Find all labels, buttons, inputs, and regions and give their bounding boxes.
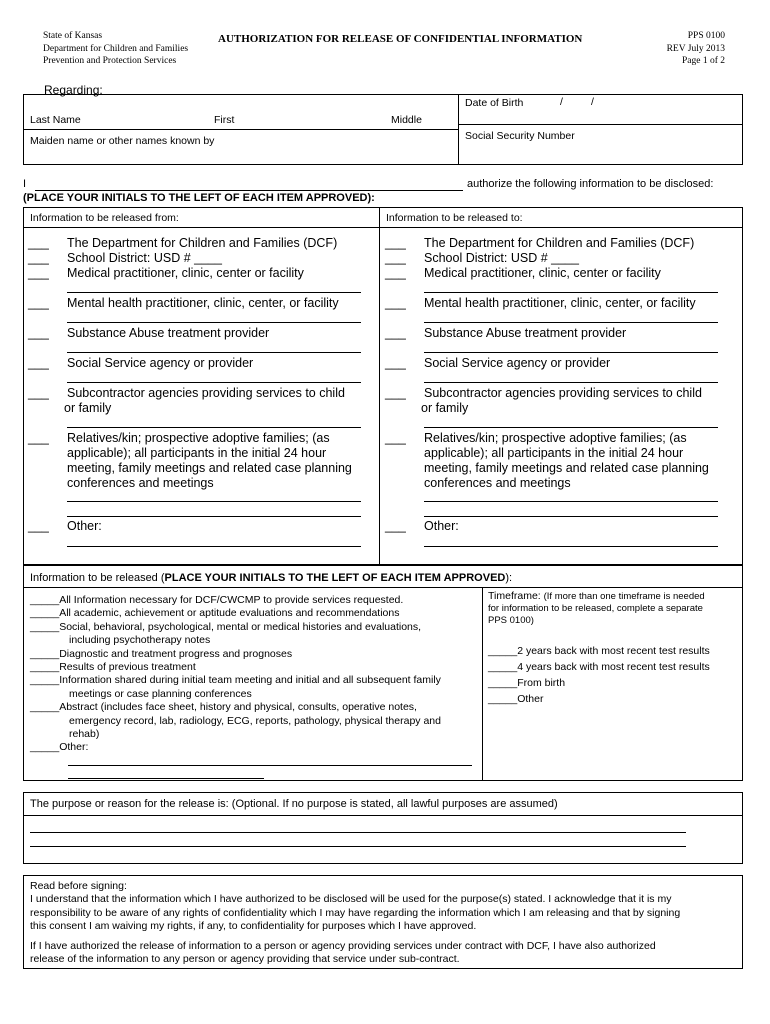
to-relatives-line-2[interactable] [424, 516, 718, 517]
regarding-label: Regarding: [44, 83, 103, 97]
agency-division: Prevention and Protection Services [43, 56, 177, 66]
regarding-divider [458, 94, 459, 165]
signing-para2-line2: release of the information to any person or agency providing that service under sub-contract. [30, 953, 460, 966]
timeframe-4-years[interactable]: _____4 years back with most recent test results [488, 661, 710, 673]
from-relatives-label-2: applicable); all participants in the initial 24 hour [67, 446, 327, 460]
authorizer-name-line[interactable] [35, 190, 463, 191]
purpose-header-line [23, 815, 743, 816]
information-header-bold: PLACE YOUR INITIALS TO THE LEFT OF EACH ITEM APPROVED [164, 572, 506, 584]
from-relatives-label-4: conferences and meetings [67, 476, 214, 490]
form-revision: REV July 2013 [666, 43, 725, 54]
to-school-district-initial[interactable]: ___ [385, 251, 406, 265]
to-relatives-label-4: conferences and meetings [424, 476, 571, 490]
info-item-social-cont: including psychotherapy notes [69, 634, 211, 647]
to-subcontractor-label-1: Subcontractor agencies providing services to child [424, 386, 702, 400]
to-subcontractor-label-2: or family [421, 401, 469, 415]
to-substance-abuse-line-1[interactable] [424, 352, 718, 353]
from-medical-label: Medical practitioner, clinic, center or facility [67, 266, 304, 280]
from-social-service-line-1[interactable] [67, 382, 361, 383]
to-medical-initial[interactable]: ___ [385, 266, 406, 280]
info-item-meeting-cont: meetings or case planning conferences [69, 687, 252, 700]
information-items [30, 594, 441, 755]
initials-instruction: (PLACE YOUR INITIALS TO THE LEFT OF EACH ITEM APPROVED): [23, 192, 375, 204]
from-substance-abuse-label: Substance Abuse treatment provider [67, 326, 270, 340]
from-dcf-initial[interactable]: ___ [28, 236, 49, 250]
from-mental-health-label: Mental health practitioner, clinic, center, or facility [67, 296, 339, 310]
purpose-line-2[interactable] [30, 846, 686, 847]
dob-separator-2: / [591, 96, 594, 108]
from-other-initial[interactable]: ___ [28, 519, 49, 533]
info-other-line-1[interactable] [68, 765, 472, 766]
timeframe-other[interactable]: _____Other [488, 693, 544, 705]
from-other-line-1[interactable] [67, 546, 361, 547]
form-id-block [667, 30, 725, 68]
parties-divider [379, 207, 380, 565]
form-number: PPS 0100 [687, 31, 725, 41]
to-relatives-label-3: meeting, family meetings and related case planning [424, 461, 709, 475]
signing-para1-line3: this consent I am waiving my rights, if any, to confidentiality for purposes which I have approved. [30, 919, 477, 932]
to-other-label: Other: [424, 519, 459, 533]
authorize-suffix: authorize the following information to be disclosed: [467, 178, 714, 190]
purpose-line-1[interactable] [30, 832, 686, 833]
from-dcf-label: The Department for Children and Families (DCF) [67, 236, 338, 250]
to-mental-health-label: Mental health practitioner, clinic, center, or facility [424, 296, 696, 310]
agency-department: Department for Children and Families [43, 43, 189, 54]
from-relatives-initial[interactable]: ___ [28, 431, 49, 445]
from-mental-health-initial[interactable]: ___ [28, 296, 49, 310]
middle-name-label: Middle [391, 114, 422, 126]
to-other-line-1[interactable] [424, 546, 718, 547]
to-school-district-label: School District: USD # ____ [424, 251, 579, 265]
purpose-label: The purpose or reason for the release is: (Optional. If no purpose is stated, all lawful purposes are assumed) [30, 798, 558, 810]
from-school-district-initial[interactable]: ___ [28, 251, 49, 265]
from-substance-abuse-line-1[interactable] [67, 352, 361, 353]
from-social-service-initial[interactable]: ___ [28, 356, 49, 370]
maiden-name-label: Maiden name or other names known by [30, 135, 215, 147]
from-relatives-line-1[interactable] [67, 501, 361, 502]
to-relatives-label-1: Relatives/kin; prospective adoptive families; (as [424, 431, 687, 445]
to-substance-abuse-initial[interactable]: ___ [385, 326, 406, 340]
from-school-district-label: School District: USD # ____ [67, 251, 222, 265]
to-relatives-initial[interactable]: ___ [385, 431, 406, 445]
information-header-suffix: ): [505, 572, 513, 584]
to-substance-abuse-label: Substance Abuse treatment provider [424, 326, 627, 340]
to-dcf-initial[interactable]: ___ [385, 236, 406, 250]
to-mental-health-initial[interactable]: ___ [385, 296, 406, 310]
signing-para2-line1: If I have authorized the release of information to a person or agency providing services under contract with DCF, I have also authorized [30, 940, 656, 953]
info-item-abstract-cont: emergency record, lab, radiology, ECG, reports, pathology, physical therapy and [69, 714, 441, 727]
from-subcontractor-label-2: or family [64, 401, 112, 415]
to-medical-line-1[interactable] [424, 292, 718, 293]
to-dcf-label: The Department for Children and Families (DCF) [424, 236, 695, 250]
info-item-meeting[interactable]: _____Information shared during initial team meeting and initial and all subsequent family [30, 674, 441, 687]
to-header: Information to be released to: [386, 212, 523, 224]
form-title: AUTHORIZATION FOR RELEASE OF CONFIDENTIAL INFORMATION [218, 33, 583, 45]
regarding-hline-left [23, 129, 458, 130]
signing-heading: Read before signing: [30, 880, 127, 892]
dob-label: Date of Birth [465, 97, 524, 109]
page-number: Page 1 of 2 [681, 56, 725, 66]
ssn-label: Social Security Number [465, 130, 575, 142]
to-mental-health-line-1[interactable] [424, 322, 718, 323]
signing-text [30, 880, 680, 967]
from-mental-health-line-1[interactable] [67, 322, 361, 323]
info-item-abstract[interactable]: _____Abstract (includes face sheet, history and physical, consults, operative notes, [30, 701, 417, 714]
from-medical-initial[interactable]: ___ [28, 266, 49, 280]
agency-block [43, 30, 188, 68]
to-social-service-label: Social Service agency or provider [424, 356, 611, 370]
from-medical-line-1[interactable] [67, 292, 361, 293]
timeframe-note-1: (If more than one timeframe is needed [543, 591, 705, 602]
signing-para1-line2: responsibility to be aware of any rights of confidentiality which I may have regarding the information which I am releasing and that by signing [30, 906, 681, 919]
from-substance-abuse-initial[interactable]: ___ [28, 326, 49, 340]
info-item-all[interactable]: _____All Information necessary for DCF/CWCMP to provide services requested. [30, 594, 404, 606]
to-medical-label: Medical practitioner, clinic, center or facility [424, 266, 661, 280]
from-relatives-line-2[interactable] [67, 516, 361, 517]
information-divider [482, 587, 483, 781]
to-social-service-initial[interactable]: ___ [385, 356, 406, 370]
from-other-label: Other: [67, 519, 102, 533]
info-item-academic[interactable]: _____All academic, achievement or aptitude evaluations and recommendations [30, 607, 400, 620]
timeframe-block [488, 590, 738, 627]
information-header [30, 572, 512, 584]
to-relatives-line-1[interactable] [424, 501, 718, 502]
agency-state: State of Kansas [43, 31, 103, 41]
timeframe-note-3: PPS 0100) [488, 615, 534, 626]
to-social-service-line-1[interactable] [424, 382, 718, 383]
information-header-line [23, 587, 743, 588]
to-relatives-label-2: applicable); all participants in the initial 24 hour [424, 446, 684, 460]
timeframe-label: Timeframe: [488, 590, 541, 602]
from-header: Information to be released from: [30, 212, 179, 224]
to-other-initial[interactable]: ___ [385, 519, 406, 533]
timeframe-from-birth[interactable]: _____From birth [488, 677, 566, 689]
timeframe-note-2: for information to be released, complete a separate [488, 603, 703, 614]
first-name-label: First [214, 114, 235, 126]
from-subcontractor-label-1: Subcontractor agencies providing services to child [67, 386, 345, 400]
authorize-prefix: I [23, 178, 27, 190]
signing-para1-line1: I understand that the information which I have authorized to be disclosed will be used for the purpose(s) stated. I acknowledge that it is my [30, 893, 672, 906]
info-item-social[interactable]: _____Social, behavioral, psychological, mental or medical histories and evaluations, [30, 620, 422, 633]
dob-separator-1: / [560, 96, 563, 108]
to-subcontractor-line-1[interactable] [424, 427, 718, 428]
parties-header-line [23, 227, 743, 228]
timeframe-2-years[interactable]: _____2 years back with most recent test results [488, 645, 710, 657]
to-subcontractor-initial[interactable]: ___ [385, 386, 406, 400]
information-header-prefix: Information to be released ( [30, 572, 165, 584]
from-subcontractor-initial[interactable]: ___ [28, 386, 49, 400]
timeframe-options [488, 643, 710, 707]
info-item-other[interactable]: _____Other: [30, 741, 89, 754]
info-other-line-2[interactable] [68, 778, 264, 779]
from-social-service-label: Social Service agency or provider [67, 356, 254, 370]
info-item-abstract-cont2: rehab) [69, 728, 100, 741]
from-relatives-label-1: Relatives/kin; prospective adoptive families; (as [67, 431, 330, 445]
last-name-label: Last Name [30, 114, 81, 126]
info-item-results[interactable]: _____Results of previous treatment [30, 661, 196, 674]
regarding-hline-right [458, 124, 743, 125]
from-subcontractor-line-1[interactable] [67, 427, 361, 428]
from-relatives-label-3: meeting, family meetings and related case planning [67, 461, 352, 475]
info-item-diagnostic[interactable]: _____Diagnostic and treatment progress and prognoses [30, 647, 293, 660]
